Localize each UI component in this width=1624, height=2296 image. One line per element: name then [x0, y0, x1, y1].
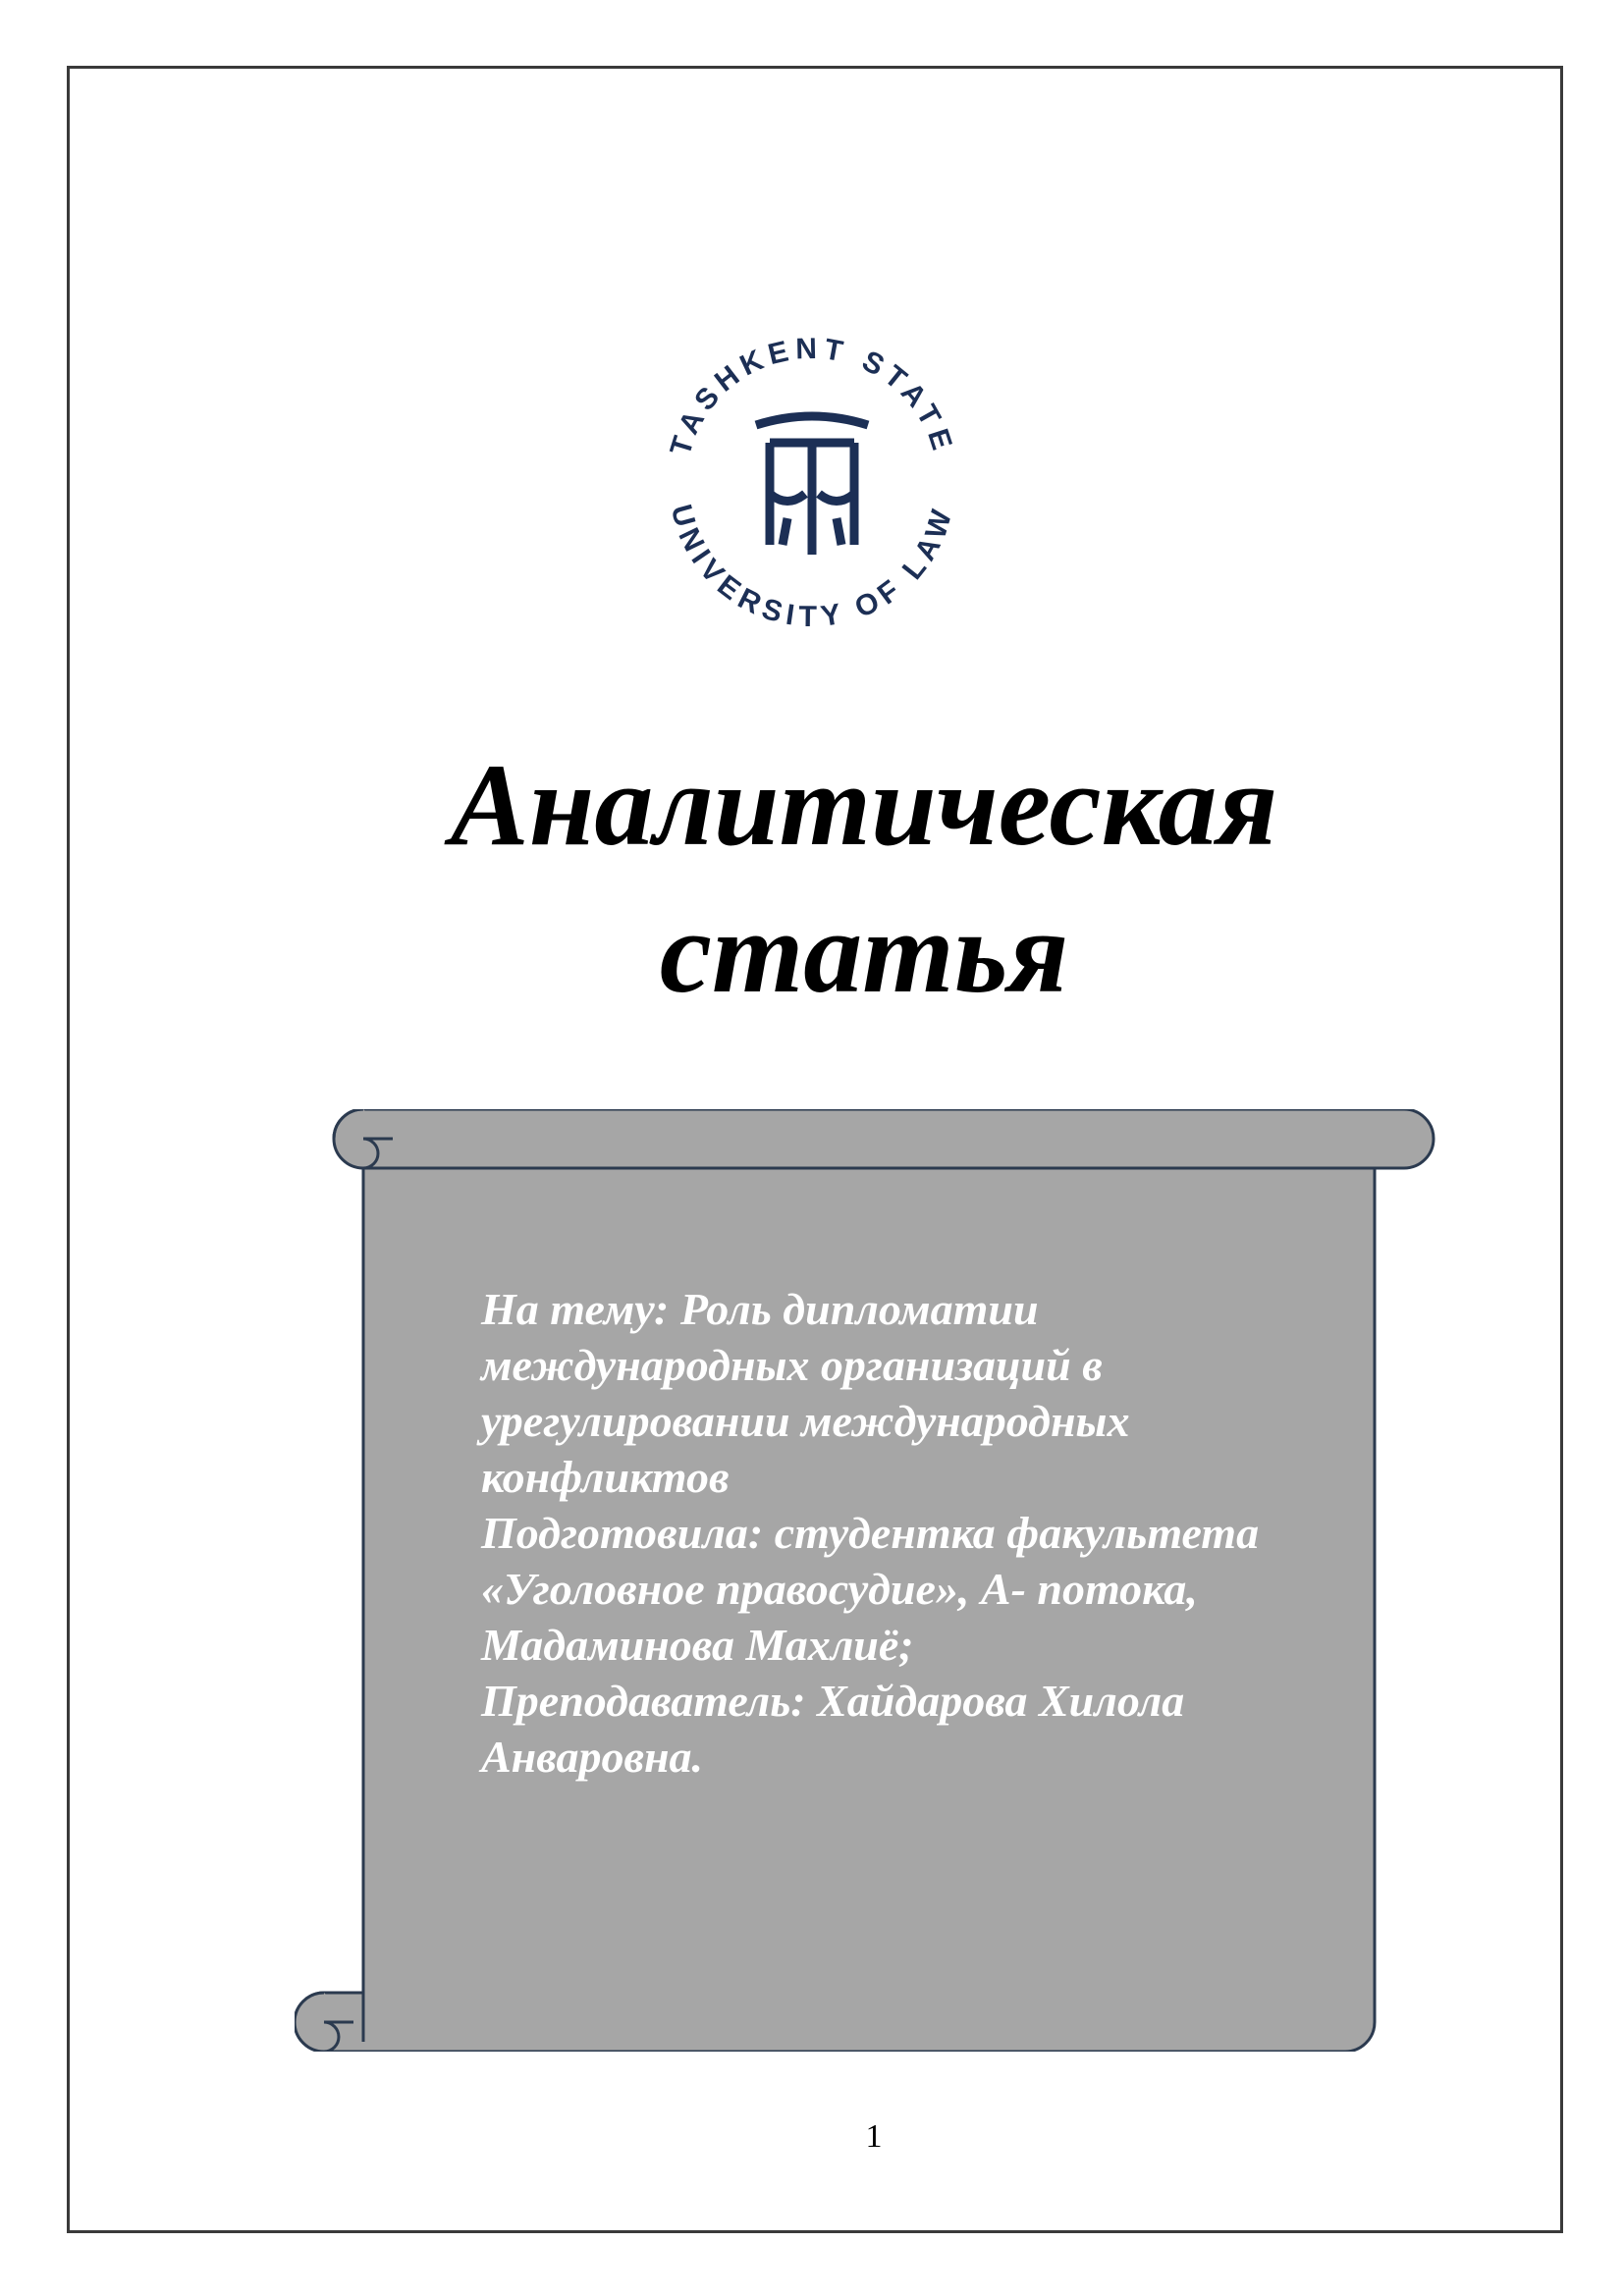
- logo-emblem: [756, 416, 868, 555]
- scroll-text: [481, 1281, 1365, 1785]
- scroll-line: Подготовила: студентка факультета: [481, 1508, 1260, 1558]
- scroll-line: Анваровна.: [481, 1732, 704, 1782]
- scroll-line: На тему: Роль дипломатии: [481, 1284, 1039, 1334]
- scroll-line: Преподаватель: Хайдарова Хилола: [481, 1676, 1185, 1726]
- document-title: [295, 731, 1434, 1026]
- logo-arc-top-text: TASHKENT STATE: [664, 337, 960, 459]
- scroll-line: международных организаций в: [481, 1340, 1103, 1390]
- scroll-line: Мадаминова Махлиё;: [481, 1620, 914, 1670]
- page-number: 1: [865, 2118, 883, 2155]
- logo-arc-bottom-text: UNIVERSITY OF LAW: [664, 501, 960, 631]
- scroll-line: «Уголовное правосудие», А- потока,: [481, 1564, 1198, 1614]
- scroll-line: урегулировании международных: [481, 1396, 1130, 1446]
- university-logo: [650, 337, 974, 631]
- title-line-2: статья: [659, 886, 1069, 1017]
- title-line-1: Аналитическая: [450, 739, 1278, 870]
- scroll-line: конфликтов: [481, 1452, 730, 1502]
